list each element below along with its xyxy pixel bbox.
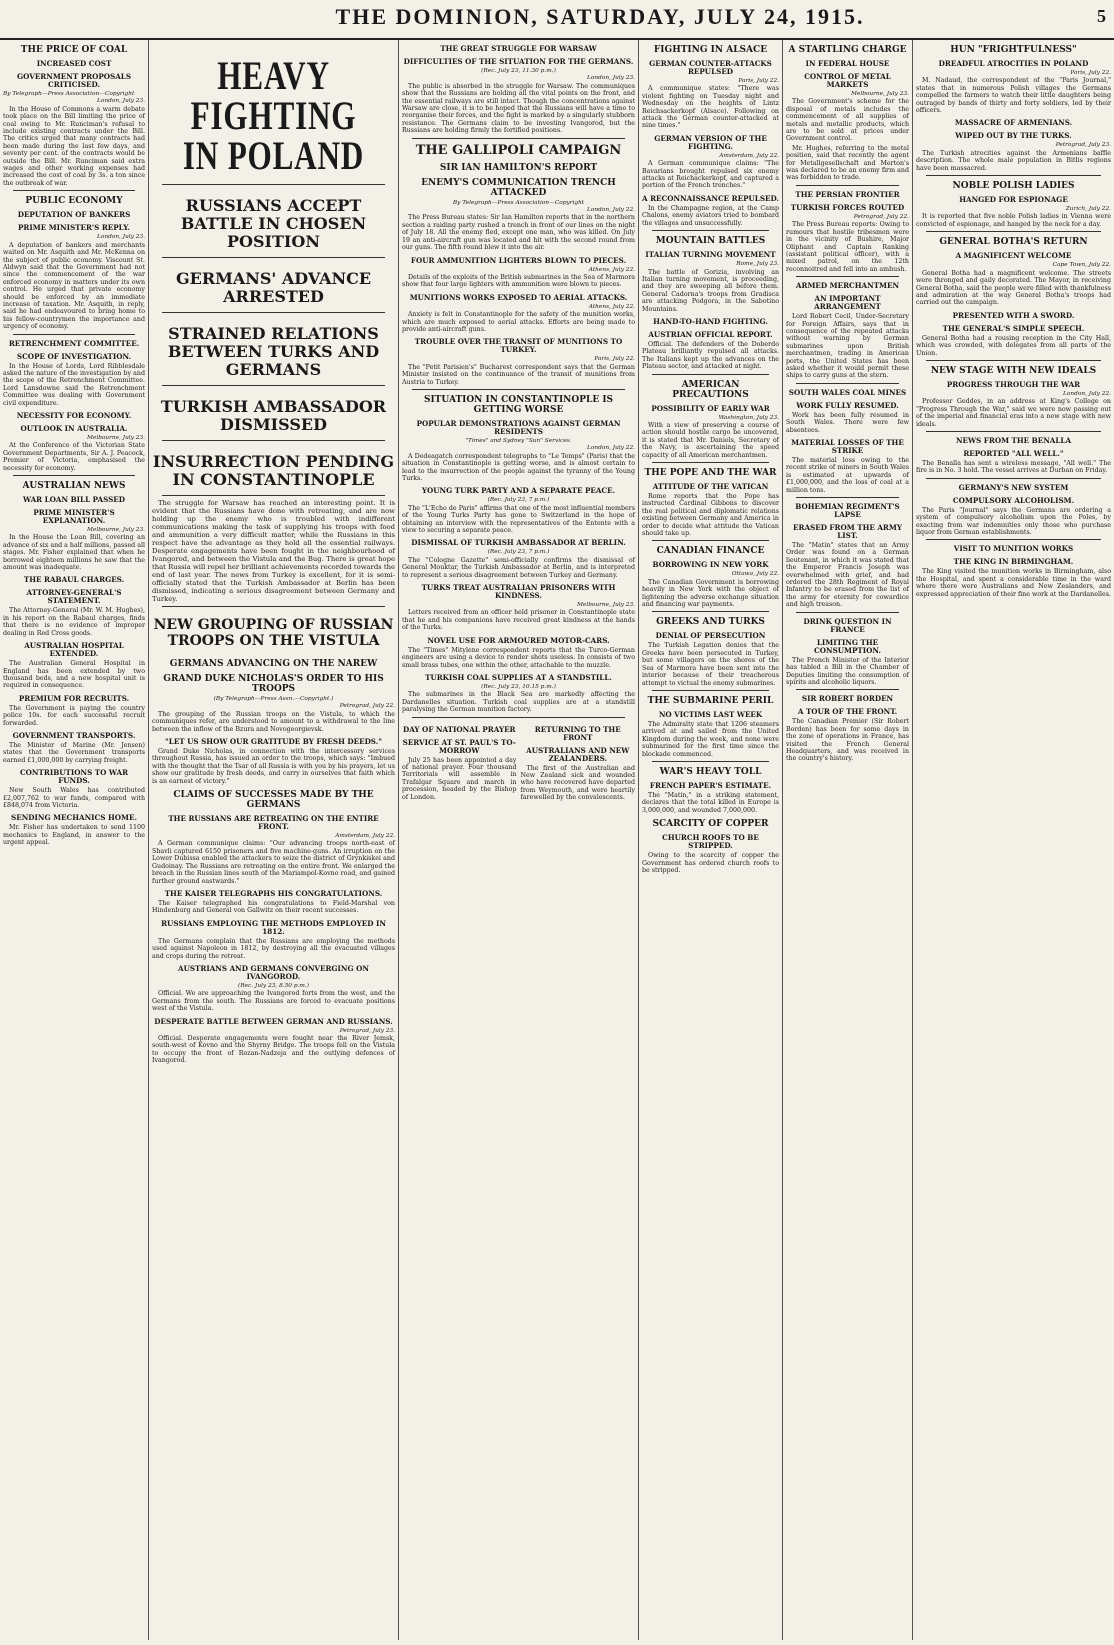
subheadline: DEPUTATION OF BANKERS (17, 210, 131, 220)
dateline: London, July 22. (1063, 390, 1111, 397)
article-text: It is reported that five noble Polish ladies in Vienna were convicted of espionage, and hanged by the neck for a day. (916, 213, 1111, 228)
headline: RETRENCHMENT COMMITTEE. (8, 338, 140, 348)
article-text: The first of the Australian and New Zealand sick and wounded who have recovered have departed from Weymouth, and were heartily farewelled by the convalescents. (520, 764, 635, 802)
article-text: The King visited the munition works in Birmingham, also the Hospital, and spent a considerable time in the ward where there were Australians and New Zealanders, and expressed appreciation of their fine work at the Dardanelles. (916, 568, 1111, 598)
article-text: The Kaiser telegraphed his congratulations to Field-Marshal von Hindenburg and General von Gallwitz on their recent successes. (152, 899, 395, 915)
subheadline: WORK FULLY RESUMED. (796, 400, 899, 410)
subheadline: NO VICTIMS LAST WEEK (658, 709, 763, 719)
dateline: Ottawa, July 22. (731, 571, 779, 578)
subheadline: A TOUR OF THE FRONT. (797, 707, 898, 717)
divider (162, 495, 385, 496)
subheadline: DIFFICULTIES OF THE SITUATION FOR THE GERMANS. (403, 57, 634, 66)
headline: A STARTLING CHARGE (788, 45, 907, 55)
headline: THE RABAUL CHARGES. (23, 575, 125, 585)
article-text: The public is absorbed in the struggle for Warsaw. The communiques show that the Russians are holding all the vital points on the front, and the essential railways are still intact. Though the concentrations against Warsaw are close, it is to be hoped that the Russians will have a time to reorganise their forces, and the fight is marked by a singularly stubborn resistance. The Germans claim to be investing Ivangorod, but the Russians are holding firmly the fortified positions. (402, 82, 635, 135)
dateline: Paris, July 22. (1070, 70, 1111, 76)
subheadline: WIPED OUT BY THE TURKS. (955, 131, 1072, 141)
headline: HAND-TO-HAND FIGHTING. (653, 316, 768, 326)
column-5 (783, 40, 912, 1640)
headline: RUSSIANS EMPLOYING THE METHODS EMPLOYED IN 1812. (161, 918, 386, 936)
dateline: Washington, July 23. (718, 414, 779, 421)
subheadline: COMPULSORY ALCOHOLISM. (952, 495, 1075, 505)
article-text: Official. The defenders of the Doberdo Plateau brilliantly repulsed all attacks. The Italians kept up the advances on the Plateau sector, and attacked at night. (642, 340, 779, 371)
dateline: London, July 23. (97, 98, 145, 105)
subheadline: TURKISH FORCES ROUTED (790, 202, 905, 212)
headline: THE KAISER TELEGRAPHS HIS CONGRATULATIONS. (164, 888, 383, 898)
article-text: The "L'Echo de Paris" affirms that one of the most influential members of the Young Turks Party has gone to Switzerland in the hope of obtaining an interview with the representatives of the Entente with a view to securing a separate peace. (402, 504, 635, 535)
divider (652, 690, 769, 691)
headline: GOVERNMENT TRANSPORTS. (12, 730, 136, 740)
article-text: New South Wales has contributed £2,007,762 to war funds, compared with £848,074 from Victoria. (3, 787, 145, 809)
divider (412, 717, 625, 718)
subheadline: THE RUSSIANS ARE RETREATING ON THE ENTIRE FRONT. (168, 814, 379, 832)
headline: CANADIAN FINANCE (656, 546, 765, 557)
byline: By Telegraph—Press Association—Copyright (3, 91, 135, 97)
dateline: (Rec. July 23, 10.15 p.m.) (481, 683, 556, 690)
divider (162, 606, 385, 607)
dateline: (Rec. July 23, 8.50 p.m.) (238, 982, 309, 989)
headline: FOUR AMMUNITION LIGHTERS BLOWN TO PIECES. (410, 255, 627, 265)
article-text: Mr. Fisher has undertaken to send 1100 mechanics to England, in answer to the urgent appeal. (3, 824, 145, 847)
byline: By Telegraph—Press Association—Copyright (452, 199, 585, 206)
subheadline: ITALIAN TURNING MOVEMENT (645, 250, 776, 260)
article-text: The French Minister of the Interior has tabled a Bill in the Chamber of Deputies limiting the consumption of spirits and alcoholic liquors. (786, 656, 909, 686)
divider (926, 231, 1101, 232)
subheadline: PRIME MINISTER'S REPLY. (18, 223, 130, 233)
subheadline: ATTORNEY-GENERAL'S STATEMENT. (26, 588, 122, 606)
article-text: July 25 has been appointed a day of national prayer. Four thousand Territorials will assemble in Trafalgar Square and march in procession, headed by the Bishop of London. (402, 756, 517, 801)
byline: "Times" and Sydney "Sun" Services. (465, 437, 572, 444)
headline: TURKISH COAL SUPPLIES AT A STANDSTILL. (425, 672, 612, 682)
dateline: Petrograd, July 23. (1055, 142, 1111, 149)
headline: MASSACRE OF ARMENIANS. (954, 118, 1073, 128)
article-text: Anxiety is felt in Constantinople for the safety of the munition works, which are much exposed to aerial attacks. Efforts are being made to provide anti-aircraft guns. (402, 311, 635, 333)
article-text: In the Champagne region, at the Camp Chalons, enemy aviators tried to bombard the villages and unsuccessfully. (642, 204, 779, 227)
subheadline: ATTITUDE OF THE VATICAN (652, 482, 769, 491)
article-text: The Attorney-General (Mr. W. M. Hughes), in his report on the Rabaul charges, finds that there is no evidence of improper dealing in Red Cross goods. (3, 607, 145, 637)
headline: THE PERSIAN FRONTIER (795, 189, 900, 199)
dateline: Athens, July 22. (588, 266, 635, 273)
article-text: Work has been fully resumed in South Wales. There were few absentees. (786, 411, 909, 434)
article-text: The Admiralty state that 1206 steamers arrived at and sailed from the United Kingdom during the week, and none were submarined for the first time since the blockade commenced. (642, 720, 779, 758)
dateline: Athens, July 22. (588, 303, 635, 310)
headline: NEW STAGE WITH NEW IDEALS (930, 365, 1097, 376)
divider (796, 612, 899, 613)
subheadline: POSSIBILITY OF EARLY WAR (651, 403, 770, 413)
column-4 (639, 40, 782, 1640)
headline: GERMAN VERSION OF THE FIGHTING. (654, 133, 767, 151)
article-text: The struggle for Warsaw has reached an interesting point. It is evident that the Russians have done with retreating, and are now holding up the enemy who is troubled with indifferent communications making the task of supplying his troops with food and ammunition a very difficult matter, while the Russians in this respect have the advantage as they hold all the essential railways. Desperate engagements have been fought in the neighbourhood of Ivangorod, and between the Vistula and the Bug. There is great hope that Russia will repel her brilliant achievements recorded towards the end of last year. The news from Turkey is excellent, for it is semi-officially stated that the Turkish Ambassador at Berlin has been dismissed, indicating a serious disagreement between Germany and Turkey. (152, 499, 395, 603)
headline: THE PRICE OF COAL (20, 45, 128, 55)
divider (926, 360, 1101, 361)
article-text: Mr. Hughes, referring to the metal position, said that recently the agent for Metallgesellschaft and Merton's was declared to be an enemy firm and was forbidden to trade. (786, 144, 909, 182)
article-text: A deputation of bankers and merchants waited on Mr. Asquith and Mr. McKenna on the subject of public economy. Viscount St. Aldwyn said that the Government had not since the commencement of the war enforced economy in matters under its own control. He urged that private economy should be enforced by an immediate increase of taxation. Mr. Asquith, in reply, said he had endeavoured to bring home to his fellow-countrymen the importance and urgency of economy. (3, 241, 145, 331)
article-text: With a view of preserving a course of action should hostile cargo be uncovered, it is stated that Mr. Daniels, Secretary of the Navy, is ascertaining the speed capacity of all American merchantmen. (642, 421, 779, 459)
subheadline: SCOPE OF INVESTIGATION. (16, 351, 132, 361)
subheadline: AUSTRIAN OFFICIAL REPORT. (648, 329, 773, 339)
divider (652, 230, 769, 231)
article-text: The Minister of Marine (Mr. Jensen) states that the Government transports earned £1,000,000 by carrying freight. (3, 741, 145, 764)
divider (926, 478, 1101, 479)
article-text: The Government is paying the country police 10s. for each successful recruit forwarded. (3, 704, 145, 727)
dateline: Melbourne, July 23. (86, 527, 145, 534)
dateline: Paris, July 22. (738, 78, 779, 84)
dateline: Melbourne, July 23. (850, 91, 909, 97)
subheadline: POPULAR DEMONSTRATIONS AGAINST GERMAN RESIDENTS (416, 418, 621, 436)
article-text: A German communique claims: "Our advancing troops north-east of Shavli captured 6150 prisoners and five machine-guns. An irruption on the Lower Dubissa enabled the attackers to seize the district of Grynkiskei and Gudoinay. The Russians are retreating on the entire front. We enlarged the breach in the Russian lines south of the Mariampol-Kovno road, and gained further ground eastwards." (152, 840, 395, 885)
dateline: Petrograd, July 22. (339, 703, 395, 710)
headline: AUSTRIANS AND GERMANS CONVERGING ON IVANGOROD. (178, 963, 369, 981)
article-text: At the Conference of the Victorian State Government Departments, Sir A. J. Peacock, Premier of Victoria, emphasised the necessity for economy. (3, 442, 145, 472)
article-text: The grouping of the Russian troops on the Vistula, to which the communiques refer, are understood to amount to a withdrawal to the line between the inflow of the Bzura and Novogeorgievsk. (152, 710, 395, 733)
headline: NOVEL USE FOR ARMOURED MOTOR-CARS. (427, 635, 610, 645)
article-text: The Press Bureau reports: Owing to rumours that hostile tribesmen were in the vicinity of Bushire, Major Oliphant and Captain Ranking (assistant political officer), with a mixed patrol, on the 12th reconnoitred and fell into an ambush. (786, 221, 909, 273)
article-text: The Canadian Government is borrowing heavily in New York with the object of lightening the adverse exchange situation and financing war payments. (642, 578, 779, 609)
subheadline: PROGRESS THROUGH THE WAR (946, 379, 1081, 389)
headline: RETURNING TO THE FRONT (534, 724, 621, 742)
dateline: Paris, July 22. (594, 356, 635, 363)
article-text: The submarines in the Black Sea are markedly affecting the Dardanelles situation. Turkish coal supplies are at a standstill paralysing the German munition factory. (402, 691, 635, 714)
dateline: Rome, July 23. (736, 261, 779, 268)
headline: DESPERATE BATTLE BETWEEN GERMAN AND RUSSIANS. (154, 1016, 393, 1026)
dateline: Cape Town, July 22. (1052, 262, 1111, 269)
divider (13, 334, 135, 335)
dateline: Amsterdam, July 22. (719, 152, 779, 159)
headline: SCARCITY OF COPPER (652, 819, 769, 830)
headline: DISMISSAL OF TURKISH AMBASSADOR AT BERLIN. (411, 538, 626, 548)
headline: RUSSIANS ACCEPT BATTLE IN CHOSEN POSITION (180, 196, 367, 251)
dateline: Melbourne, July 23. (576, 602, 635, 609)
subheadline: DENIAL OF PERSECUTION (655, 631, 766, 641)
headline: THE GREAT STRUGGLE FOR WARSAW (440, 44, 597, 53)
divider (652, 374, 769, 375)
subheadline: GRAND DUKE NICHOLAS'S ORDER TO HIS TROOPS (163, 674, 384, 694)
subheadline: THE KING IN BIRMINGHAM. (953, 557, 1074, 567)
subheadline: ENEMY'S COMMUNICATION TRENCH ATTACKED (421, 177, 616, 198)
article-text: Professor Geddes, in an address at King's College on "Progress Through the War," said we were now passing out of the imperial and financial eras into a new stage with new ideals. (916, 398, 1111, 428)
divider (162, 184, 385, 185)
divider (162, 440, 385, 441)
article-text: The "Matin," in a striking statement, declares that the total killed in Europe is 3,000,000, and wounded 7,000,000. (642, 791, 779, 814)
article-text: Rome reports that the Pope has instructed Cardinal Gibbons to discover the real political and diplomatic relations existing between Germany and America in order to decide what attitude the Vatican should take up. (642, 493, 779, 538)
article-text: The Turkish Legation denies that the Greeks have been persecuted in Turkey, but some villagers on the shores of the Sea of Marmora have been sent into the interior because of their treacherous attempt to victual the enemy submarines. (642, 642, 779, 687)
headline: DRINK QUESTION IN FRANCE (803, 616, 892, 634)
article-text: General Botha had a rousing reception in the City Hall, which was crowded, with delegates from all parts of the Union. (916, 334, 1111, 357)
headline: MOUNTAIN BATTLES (655, 236, 766, 247)
subheadline: SIR IAN HAMILTON'S REPORT (439, 162, 598, 173)
headline: SOUTH WALES COAL MINES (788, 387, 907, 397)
headline: FIGHTING IN ALSACE (653, 45, 768, 55)
headline: NEWS FROM THE BENALLA (955, 435, 1072, 445)
article-text: The "Cologne Gazette" semi-officially confirms the dismissal of General Mouktar, the Turkish Ambassador at Berlin, and is interpreted to represent a serious disagreement between Turkey and Germany. (402, 556, 635, 579)
article-text: The Government's scheme for the disposal of metals includes the commencement of all supplies of metals and metallic products, which are to be sold at prices under Government control. (786, 98, 909, 143)
headline: "LET US SHOW OUR GRATITUDE BY FRESH DEEDS." (165, 737, 382, 747)
headline: A RECONNAISSANCE REPULSED. (642, 193, 779, 203)
headline: TROUBLE OVER THE TRANSIT OF MUNITIONS TO TURKEY. (414, 337, 623, 355)
headline: SITUATION IN CONSTANTINOPLE IS GETTING WORSE (423, 394, 614, 415)
headline: BOHEMIAN REGIMENT'S LAPSE (795, 502, 900, 520)
subheadline: AUSTRALIANS AND NEW ZEALANDERS. (526, 745, 630, 763)
article-text: Official. Desperate engagements were fought near the River Jemsk, south-west of Kovno and the Shyrny Bridge. The troops fell on the Vistula to occupy the front of Rozan-Nadzeja and the outlying defences of Ivangorod. (152, 1034, 395, 1065)
headline: AUSTRALIAN HOSPITAL EXTENDED. (24, 641, 124, 659)
headline: AMERICAN PRECAUTIONS (672, 379, 749, 400)
divider (796, 497, 899, 498)
article-text: Official. We are approaching the Ivangorod forts from the west, and the Germans from the south. The Russians are forced to evacuate positions west of the Vistula. (152, 990, 395, 1013)
divider (162, 257, 385, 258)
divider (926, 431, 1101, 432)
divider (796, 185, 899, 186)
subheadline: AN IMPORTANT ARRANGEMENT (814, 294, 881, 312)
masthead (0, 0, 1114, 40)
headline: STRAINED RELATIONS BETWEEN TURKS AND GERMANS (167, 324, 380, 379)
headline: NEW GROUPING OF RUSSIAN TROOPS ON THE VISTULA (153, 617, 394, 649)
subheadline: OUTLOOK IN AUSTRALIA. (20, 424, 128, 433)
byline: (By Telegraph—Press Assn.—Copyright.) (213, 696, 334, 702)
dateline: Amsterdam, July 22. (335, 833, 395, 840)
dateline: London, July 23. (587, 75, 635, 82)
subheadline: CHURCH ROOFS TO BE STRIPPED. (662, 833, 759, 851)
returning-article (521, 721, 636, 804)
article-text: In the House of Lords, Lord Ribblesdale asked the nature of the investigation by and the scope of the Retrenchment Committee. Lord Lansdowne said the Retrenchment Committee was dealing with Government civil expenditure. (3, 362, 145, 407)
subheadline: CONTROL OF METAL MARKETS (804, 72, 891, 89)
headline: CLAIMS OF SUCCESSES MADE BY THE GERMANS (173, 790, 374, 811)
divider (13, 475, 135, 476)
article-text: Letters received from an officer held prisoner in Constantinople state that he and his companions have received great kindness at the hands of the Turks. (402, 609, 635, 632)
headline: GERMANY'S NEW SYSTEM (958, 482, 1069, 492)
article-text: Details of the exploits of the British submarines in the Sea of Marmora show that four large lighters with ammunition were blown to pieces. (402, 273, 635, 289)
dateline: Petrograd, July 23. (339, 1027, 395, 1034)
dateline: London, July 22. (587, 207, 635, 214)
headline: HUN "FRIGHTFULNESS" (950, 45, 1077, 55)
headline: WAR'S HEAVY TOLL (659, 766, 762, 777)
main-headline: HEAVY FIGHTING IN POLAND (182, 53, 365, 178)
column-2 (149, 40, 398, 1640)
subheadline: REPORTED "ALL WELL." (963, 448, 1064, 458)
article-text: The battle of Gorizia, involving an Italian turning movement, is proceeding, and they are sweeping all before them. General Cadorna's troops from Gradisca are attacking Podgora, in the Sabotino Mountains. (642, 268, 779, 313)
article-text: A German communique claims: "The Bavarians brought repulsed six enemy attacks at Reichackerkopf, and captured a portion of the French trenches." (642, 160, 779, 190)
headline: YOUNG TURK PARTY AND A SEPARATE PEACE. (421, 486, 616, 496)
subheadline: ERASED FROM THE ARMY LIST. (793, 523, 902, 541)
divider (412, 138, 625, 139)
subheadline: INCREASED COST (36, 59, 112, 68)
subheadline: SERVICE AT ST. PAUL'S TO-MORROW (402, 737, 516, 755)
article-text: Grand Duke Nicholas, in connection with the intercessory services throughout Russia, has issued an order to the troops, which says: "Imbued with the thought that the Tsar of all Russia is with you by his prayers, let us show our gratitude by fresh deeds, and carry in ourselves that faith which is an earnest of victory." (152, 748, 395, 785)
article-text: General Botha had a magnificent welcome. The streets were thronged and gaily decorated. The Mayor, in receiving General Botha, said the people were filled with thankfulness and admiration at the way General Botha's troops had carried out the campaign. (916, 269, 1111, 307)
dateline: Zurich, July 22. (1065, 206, 1111, 213)
headline: ARMED MERCHANTMEN (795, 281, 900, 291)
article-text: M. Nadaud, the correspondent of the "Paris Journal," states that in numerous Polish villages the Germans compelled the farmers to watch their little daughters being outraged by bands of thirty and forty soldiers, led by their officers. (916, 77, 1111, 115)
subheadline: A MAGNIFICENT WELCOME (955, 251, 1072, 261)
column-3 (399, 40, 638, 1640)
article-text: Owing to the scarcity of copper the Government has ordered church roofs to be stripped. (642, 852, 779, 874)
dateline: London, July 22. (587, 445, 635, 452)
article-text: The Australian General Hospital in England has been extended by two thousand beds, and a new hospital unit is required in consequence. (3, 660, 145, 690)
headline: INSURRECTION PENDING IN CONSTANTINOPLE (152, 452, 395, 489)
divider (652, 611, 769, 612)
article-text: The "Petit Parisien's" Bucharest correspondent says that the German Minister insisted on the continuance of the transit of munitions from Austria to Turkey. (402, 363, 635, 386)
headline: VISIT TO MUNITION WORKS (953, 544, 1074, 554)
divider (796, 383, 899, 384)
divider (162, 312, 385, 313)
divider (926, 175, 1101, 176)
headline: TURKS TREAT AUSTRALIAN PRISONERS WITH KINDNESS. (421, 583, 616, 601)
headline: MATERIAL LOSSES OF THE STRIKE (791, 438, 904, 455)
headline: MUNITIONS WORKS EXPOSED TO AERIAL ATTACKS. (409, 292, 628, 302)
divider (13, 190, 135, 191)
headline: SIR ROBERT BORDEN (801, 694, 894, 704)
article-text: The Turkish atrocities against the Armenians baffle description. The whole male population in Bitlis regions have been massacred. (916, 149, 1111, 172)
headline: NECESSITY FOR ECONOMY. (16, 411, 132, 420)
subheadline: LIMITING THE CONSUMPTION. (814, 637, 881, 655)
headline: NOBLE POLISH LADIES (952, 181, 1075, 192)
subheadline: BORROWING IN NEW YORK (652, 560, 769, 570)
headline: TURKISH AMBASSADOR DISMISSED (160, 397, 387, 434)
article-text: In the House of Commons a warm debate took place on the Bill limiting the price of coal owing to Mr. Runciman's refusal to include existing contracts under the Bill. The critics urged that many contracts had been made during the last few days, and seventy per cent. of the contracts would be outside the Bill. Mr. Runciman said extra wages and other working expenses had increased the cost of coal by 3s. a ton since the outbreak of war. (3, 105, 145, 187)
article-text: The Press Bureau states: Sir Ian Hamilton reports that in the northern section a raiding party rushed a trench in front of our lines on the night of July 18. All the enemy fled, except one man, who was killed. On July 19 an anti-aircraft gun was located and hit with the second round from our guns. The fifth round blew it into the air. (402, 214, 635, 252)
bottom-articles (402, 721, 635, 804)
headline: PREMIUM FOR RECRUITS. (18, 693, 130, 703)
article-text: A communique states: "There was violent fighting on Tuesday night and Wednesday on the heights of Lintz Reichsackerkopf (Alsace). Following on attack the German counter-attacked at nine times." (642, 85, 779, 130)
article-text: The "Matin" states that an Army Order was found on a German lieutenant, in which it was stated that the Emperor Francis Joseph was overwhelmed with grief, and had ordered the 28th Regiment of Royal Infantry to be erased from the list of the army for eternity for cowardice and high treason. (786, 542, 909, 609)
subheadline: THE GENERAL'S SIMPLE SPEECH. (942, 323, 1085, 333)
newspaper-title: THE DOMINION, SATURDAY, JULY 24, 1915. (335, 4, 865, 29)
headline: PRESENTED WITH A SWORD. (952, 310, 1075, 320)
headline: DAY OF NATIONAL PRAYER (402, 724, 516, 734)
article-text: Lord Robert Cecil, Under-Secretary for Foreign Affairs, says that in consequence of the repeated attacks without warning by German submarines upon British merchantmen, trading in American ports, the United States has been asked whether it would permit these ships to carry guns at the stern. (786, 313, 909, 380)
subheadline: HANGED FOR ESPIONAGE (959, 195, 1068, 205)
divider (926, 539, 1101, 540)
subheadline: PRIME MINISTER'S EXPLANATION. (33, 508, 115, 526)
dateline: Melbourne, July 23. (86, 435, 145, 441)
headline: THE GALLIPOLI CAMPAIGN (415, 142, 622, 158)
subheadline: DREADFUL ATROCITIES IN POLAND (938, 59, 1089, 68)
prayer-article (402, 721, 517, 804)
article-text: In the House the Loan Bill, covering an advance of six and a half millions, passed all stages. Mr. Fisher explained that when he borrowed eighteen millions he saw that the amount was inadequate. (3, 534, 145, 572)
subheadline: GERMAN COUNTER-ATTACKS REPULSED (649, 59, 772, 76)
article-text: The Benalla has sent a wireless message, "All well." The fire is in No. 3 hold. The vessel arrives at Durban on Friday. (916, 459, 1111, 475)
headline: GENERAL BOTHA'S RETURN (939, 237, 1088, 248)
subheadline: FRENCH PAPER'S ESTIMATE. (649, 780, 772, 790)
column-1 (0, 40, 148, 1640)
subheadline: WAR LOAN BILL PASSED (22, 495, 126, 505)
divider (652, 540, 769, 541)
subheadline: GERMANS ADVANCING ON THE NAREW (169, 659, 378, 669)
article-text: The Paris "Journal" says the Germans are ordering a system of compulsory alcoholism upon the Poles, by exacting from war indemnities only those who purchase liquor from German establishments. (916, 506, 1111, 536)
article-text: The Germans complain that the Russians are employing the methods used against Napoleon in 1812, by destroying all the evacuated villages and crops during the retreat. (152, 937, 395, 960)
headline: CONTRIBUTIONS TO WAR FUNDS. (19, 768, 129, 786)
subheadline: IN FEDERAL HOUSE (805, 59, 890, 68)
subheadline: GOVERNMENT PROPOSALS CRITICISED. (16, 72, 132, 89)
headline: SENDING MECHANICS HOME. (11, 813, 137, 823)
dateline: (Rec. July 23, 7 p.m.) (487, 549, 550, 556)
article-text: The Canadian Premier (Sir Robert Borden) has been for some days in the zone of operations in France, has visited the French General Headquarters, and was received in the country's history. (786, 718, 909, 763)
headline: THE SUBMARINE PERIL (647, 695, 774, 706)
divider (796, 689, 899, 690)
divider (796, 276, 899, 277)
dateline: Petrograd, July 22. (853, 213, 909, 220)
headline: GREEKS AND TURKS (656, 617, 765, 628)
dateline: London, July 23. (97, 234, 145, 241)
divider (412, 389, 625, 390)
divider (652, 462, 769, 463)
headline: THE POPE AND THE WAR (644, 468, 777, 478)
headline: AUSTRALIAN NEWS (22, 481, 126, 492)
article-text: A Dedeagatch correspondent telegraphs to "Le Temps" (Paris) that the situation in Constantinople is getting worse, and is almost certain to lead to the insurrection of the people against the tyranny of the Young Turks. (402, 452, 635, 482)
column-6 (913, 40, 1114, 1640)
dateline: (Rec. July 23, 11.30 p.m.) (481, 68, 556, 74)
divider (162, 385, 385, 386)
article-text: The material loss owing to the recent strike of miners in South Wales is estimated at upwards of £1,000,000, and the loss of coal at a million tons. (786, 457, 909, 494)
headline: GERMANS' ADVANCE ARRESTED (175, 269, 372, 306)
page-number: 5 (1097, 6, 1106, 26)
article-text: The "Times" Mitylene correspondent reports that the Turco-German engineers are using a device to render shots useless. In consists of two small brass tubes, one within the other, attachable to the muzzle. (402, 646, 635, 669)
dateline: (Rec. July 23, 7 p.m.) (487, 497, 550, 504)
headline: PUBLIC ECONOMY (25, 196, 123, 207)
divider (652, 761, 769, 762)
